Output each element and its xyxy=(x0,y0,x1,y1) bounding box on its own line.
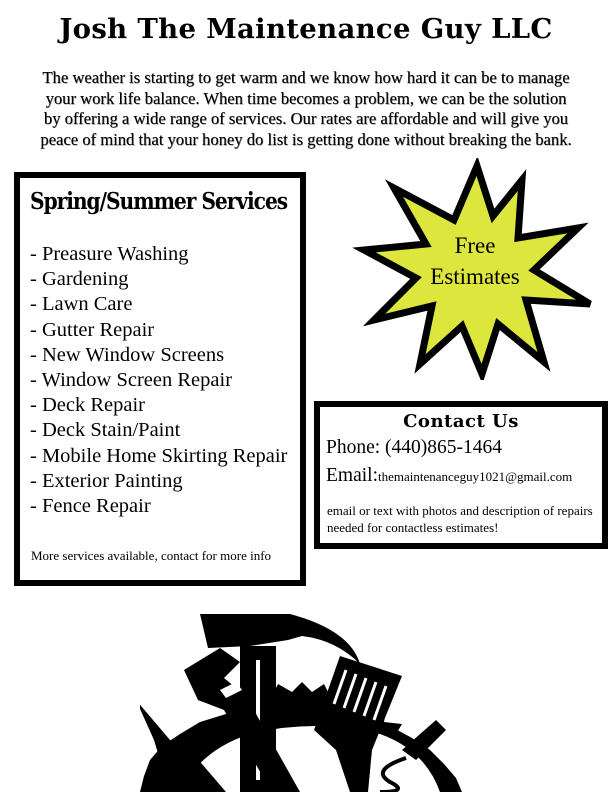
service-item: - Window Screen Repair xyxy=(30,369,233,392)
services-heading: Spring/Summer Services xyxy=(30,188,288,215)
service-item: - Gardening xyxy=(30,268,129,291)
email-label: Email: xyxy=(326,465,378,486)
contact-note: email or text with photos and description of repairs needed for contactless estimates! xyxy=(327,503,593,535)
service-item: - Deck Repair xyxy=(30,394,145,417)
page-title: Josh The Maintenance Guy LLC xyxy=(59,14,553,45)
more-services-note: More services available, contact for more info xyxy=(31,548,272,563)
badge-line1: Free xyxy=(454,233,496,258)
free-estimates-badge xyxy=(400,230,550,292)
tools-saw-blade-icon xyxy=(140,600,490,792)
services-box xyxy=(14,172,306,586)
badge-line2: Estimates xyxy=(430,264,520,289)
service-item: - Mobile Home Skirting Repair xyxy=(30,444,288,467)
service-item: - Exterior Painting xyxy=(30,469,183,492)
contact-heading: Contact Us xyxy=(403,411,519,432)
phone-number[interactable]: Phone: (440)865-1464 xyxy=(326,437,503,458)
service-item: - Gutter Repair xyxy=(30,318,155,341)
service-item: - Deck Stain/Paint xyxy=(30,419,181,442)
intro-paragraph xyxy=(10,68,602,150)
intro-line: peace of mind that your honey do list is getting done without breaking the bank. xyxy=(40,129,572,149)
intro-line: by offering a wide range of services. Our rates are affordable and will give you xyxy=(43,109,569,128)
service-item: - Fence Repair xyxy=(30,495,151,518)
intro-line: The weather is starting to get warm and we know how hard it can be to manage xyxy=(42,68,570,87)
email-address[interactable]: themaintenanceguy1021@gmail.com xyxy=(378,469,573,484)
intro-line: your work life balance. When time becomes a problem, we can be the solution xyxy=(45,88,567,108)
email-line xyxy=(326,465,572,487)
service-item: - Preasure Washing xyxy=(30,243,189,265)
services-list xyxy=(30,242,287,519)
contact-box xyxy=(314,401,608,549)
service-item: - Lawn Care xyxy=(30,293,133,316)
service-item: - New Window Screens xyxy=(30,343,225,366)
